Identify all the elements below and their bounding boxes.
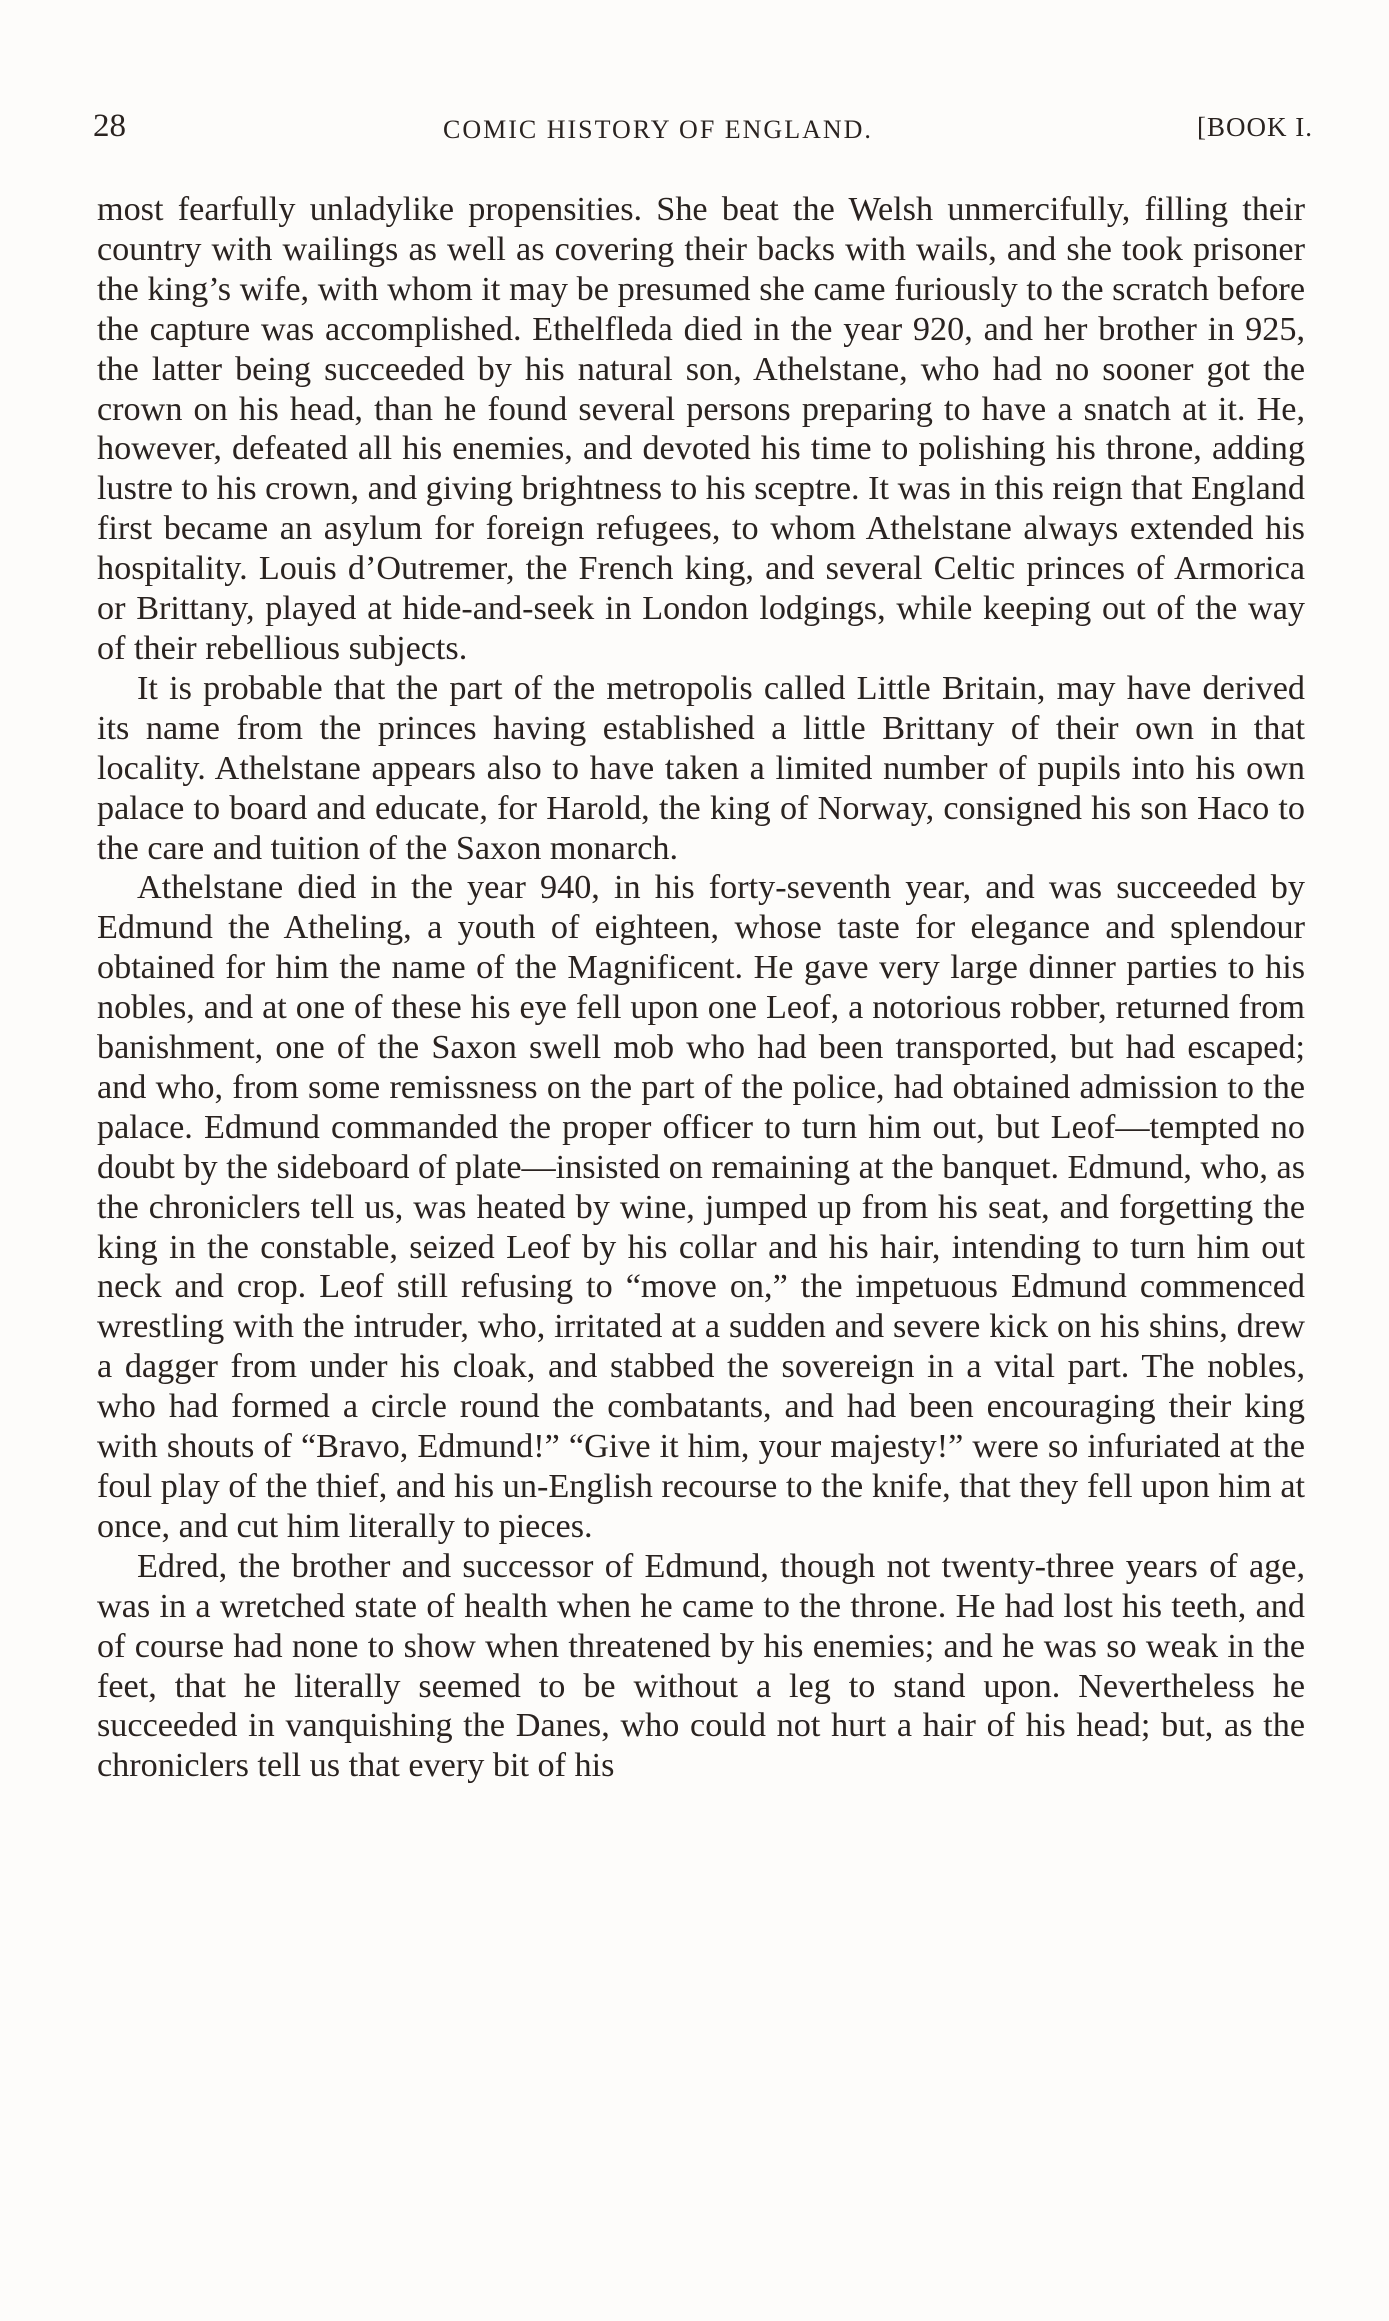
- page-number: 28: [93, 108, 126, 144]
- paragraph-little-britain: It is probable that the part of the metropolis called Little Britain, may have derived its name from the princes having established a little Brittany of their own in that locality. Athelstane appears also to have taken a limited number of pupils into his own palace to board and educate, for Harold, the king of Norway, consigned his son Haco to the care and tuition of the Saxon monarch.: [97, 669, 1305, 867]
- paragraph-edmund: Athelstane died in the year 940, in his forty-seventh year, and was succeeded by Edmund the Atheling, a youth of eighteen, whose taste for elegance and splendour obtained for him the name of the Magnificent. He gave very large dinner parties to his nobles, and at one of these his eye fell upon one Leof, a notorious robber, returned from banishment, one of the Saxon swell mob who had been transported, but had escaped; and who, from some remissness on the part of the police, had obtained admission to the palace. Edmund commanded the proper officer to turn him out, but Leof—tempted no doubt by the sideboard of plate—insisted on remaining at the banquet. Edmund, who, as the chroniclers tell us, was heated by wine, jumped up from his seat, and forgetting the king in the constable, seized Leof by his collar and his hair, intending to turn him out neck and crop. Leof still refusing to “move on,” the impetuous Edmund commenced wrestling with the intruder, who, irritated at a sudden and severe kick on his shins, drew a dagger from under his cloak, and stabbed the sovereign in a vital part. The nobles, who had formed a circle round the combatants, and had been encouraging their king with shouts of “Bravo, Edmund!” “Give it him, your majesty!” were so infuriated at the foul play of the thief, and his un-English recourse to the knife, that they fell upon him at once, and cut him literally to pieces.: [97, 869, 1305, 1545]
- running-head: [93, 108, 1313, 158]
- paragraph-edred: Edred, the brother and successor of Edmund, though not twenty-three years of age, was in a wretched state of health when he came to the throne. He had lost his teeth, and of course had none to show when threatened by his enemies; and he was so weak in the feet, that he literally seemed to be without a leg to stand upon. Nevertheless he succeeded in vanquishing the Danes, who could not hurt a hair of his head; but, as the chroniclers tell us that every bit of his: [97, 1547, 1305, 1785]
- running-title: COMIC HISTORY OF ENGLAND.: [443, 115, 873, 144]
- book-label: [BOOK I.: [1197, 112, 1313, 142]
- body-text: [97, 190, 1305, 1786]
- paragraph-continued: most fearfully unladylike propensities. She beat the Welsh unmercifully, filling their country with wailings as well as covering their backs with wails, and she took prisoner the king’s wife, with whom it may be presumed she came furiously to the scratch before the capture was accomplished. Ethelfleda died in the year 920, and her brother in 925, the latter being succeeded by his natural son, Athelstane, who had no sooner got the crown on his head, than he found several persons preparing to have a snatch at it. He, however, defeated all his enemies, and devoted his time to polishing his throne, adding lustre to his crown, and giving brightness to his sceptre. It was in this reign that England first became an asylum for foreign refugees, to whom Athelstane always extended his hospitality. Louis d’Outremer, the French king, and several Celtic princes of Armorica or Brittany, played at hide-and-seek in London lodgings, while keeping out of the way of their rebellious subjects.: [97, 191, 1305, 667]
